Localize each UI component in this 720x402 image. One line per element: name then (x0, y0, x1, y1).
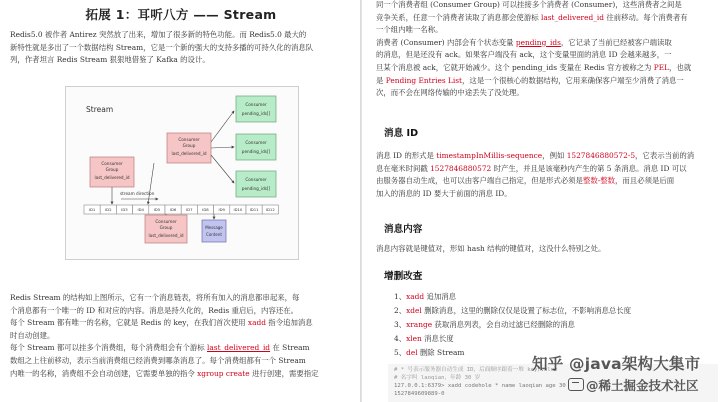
inline-term: xgroup create (197, 368, 250, 378)
intro-paragraph (10, 29, 350, 67)
consumer-group-left (90, 157, 134, 187)
stream-label: Stream (86, 105, 114, 114)
stream-diagram (65, 86, 299, 260)
consumer-3-title: Consumer (245, 177, 267, 182)
inline-term: 1527846880572-5 (566, 151, 636, 160)
inline-term: last_delivered_id (540, 12, 604, 22)
id-cell-label: ID1 (88, 207, 96, 213)
command-desc: 追加消息 (424, 292, 457, 301)
code-line-4: 1527849609889-0 (394, 391, 445, 397)
id-cell-label: ID7 (186, 207, 193, 213)
text-line: 加入的消息的 ID 要大于前面的消息 ID。 (376, 188, 512, 198)
code-line-3: 127.0.0.1:6379> xadd codehole * name laoqian age 30 (394, 383, 566, 389)
cg-bottom-line3: last_delivered_id (148, 233, 184, 238)
watermark-juejin (568, 376, 718, 394)
consumer-1-title: Consumer (245, 102, 267, 107)
cg-top-line1: Consumer (178, 137, 200, 142)
text-line: 一个组内唯一名称。 (376, 25, 443, 35)
inline-term: Pending Entries List (385, 75, 463, 85)
command-item (394, 318, 631, 332)
text-line: Redis5.0 被作者 Antirez 突然放了出来，增加了很多新的特色功能。而 Redis5.0 最大的 (10, 30, 307, 39)
inline-term: xadd (247, 318, 266, 328)
arrow-to-consumer-1 (211, 111, 234, 142)
id-cell-label: ID10 (233, 207, 243, 213)
cg-left-line2: Group (105, 167, 119, 172)
watermark-zhihu (532, 352, 718, 374)
inline-term: last_delivered_id (207, 343, 271, 353)
text-line: 同一个消费者组 (Consumer Group) 可以挂接多个消费者 (Consumer)，这些消费者之间是 (376, 0, 682, 9)
consumer-1-pending: pending_ids[] (241, 111, 271, 116)
id-cell-label: ID11 (249, 207, 259, 213)
command-number: 4、 (394, 334, 407, 343)
text-line: 每个 Stream 都可以挂多个消费组，每个消费组会有个游标 last_delivered_id 在 Stream (10, 343, 310, 353)
text-line: 由服务器自动生成，也可以由客户端自己指定，但是形式必须是整数-整数，而且必须是后面 (376, 176, 675, 186)
id-cell-label: ID2 (105, 207, 112, 213)
id-cell-label: ID3 (121, 207, 128, 213)
stream-diagram-svg (66, 87, 298, 259)
code-line-1: # * 号表示服务器自动生成 ID，后面顺序跟着一堆 key/value (394, 367, 558, 373)
command-number: 1、 (394, 292, 407, 301)
cg-left-line3: last_delivered_id (94, 175, 130, 180)
text-line: 每个 Stream 都有唯一的名称，它就是 Redis 的 key，在我们首次使用 xadd 指令追加消息 (10, 318, 313, 328)
message-content (202, 220, 226, 242)
text-line: 新特性就是多出了一个数据结构 Stream，它是一个新的强大的支持多播的可持久化的消息队 (10, 42, 314, 52)
inline-term: 整数-整数 (582, 176, 616, 186)
text-line: 消息内容就是键值对，形如 hash 结构的键值对，这没什么特别之处。 (376, 244, 606, 253)
command-desc: 删除消息，这里的删除仅仅是设置了标志位，不影响消息总长度 (421, 306, 632, 315)
message-id-paragraph (376, 150, 716, 200)
code-line-2: # 名字叫 laoqian，年龄 30 岁 (394, 375, 481, 381)
id-cell-label: ID6 (169, 207, 177, 213)
command-desc: 删除 Stream (417, 348, 465, 357)
id-cell-label: ID5 (153, 207, 161, 213)
consumer-2-title: Consumer (245, 140, 267, 145)
consumer-2 (236, 134, 276, 160)
inline-term: PEL (653, 62, 670, 72)
command-desc: 消息长度 (421, 334, 454, 343)
inline-term: timestampInMillis-sequence (436, 151, 543, 160)
text-line: 消费者 (Consumer) 内部会有个状态变量 pending_ids，它记录了当前已经被客户端读取 (376, 37, 672, 47)
message-line2: Content (206, 232, 222, 237)
command-name: xrange (406, 320, 433, 329)
message-line1: Message (205, 225, 223, 230)
command-name: del (406, 348, 418, 357)
inline-term: 1527846880572 (430, 163, 492, 173)
command-name: xadd (406, 292, 425, 301)
cg-top-line3: last_delivered_id (171, 151, 207, 156)
command-item (394, 290, 631, 304)
command-item (394, 304, 631, 318)
text-line: Redis Stream 的结构如上图所示，它有一个消息链表，将所有加入的消息都串起来，每 (10, 293, 300, 302)
arrow-to-consumer-3 (211, 155, 234, 183)
watermark-zhihu-text: 知乎 @java架构大集市 (532, 355, 701, 373)
text-line: 息在毫米时间戳 1527846880572 时产生，并且是该毫秒内产生的第 5 条消息。消息 ID 可以 (376, 163, 687, 173)
cg-left-line1: Consumer (101, 161, 123, 166)
text-line: 时自动创建。 (10, 330, 55, 340)
text-line: 内唯一的名称，消费组不会自动创建，它需要单独的指令 xgroup create 进行创建，需要指定 (10, 368, 319, 378)
text-line: 个消息都有一个唯一的 ID 和对应的内容。消息是持久化的，Redis 重启后，内容还在。 (10, 305, 299, 315)
command-item (394, 332, 631, 346)
arrow-to-consumer-2 (211, 147, 234, 148)
text-line: 的消息，但是还没有 ack。如果客户端没有 ack，这个变量里面的消息 ID 会越来越多，一 (376, 50, 672, 60)
command-number: 2、 (394, 306, 407, 315)
id-cell-label: ID4 (137, 207, 144, 213)
heading-message-content: 消息内容 (384, 224, 423, 235)
command-name: xlen (406, 334, 422, 343)
stream-structure-paragraph (10, 292, 350, 380)
command-number: 5、 (394, 348, 407, 357)
consumer-1 (236, 96, 276, 122)
juejin-logo-icon (568, 378, 584, 391)
cg-bottom-line1: Consumer (155, 219, 177, 224)
consumer-group-bottom (145, 215, 187, 243)
pointer-top-group (148, 163, 154, 204)
consumer-3 (236, 171, 276, 197)
consumer-group-paragraph (376, 0, 716, 100)
heading-message-id: 消息 ID (384, 128, 419, 139)
id-cell-label: ID12 (265, 207, 275, 213)
id-cells (84, 205, 278, 214)
command-name: xdel (406, 306, 422, 315)
text-line: 消息 ID 的形式是 timestampInMillis-sequence，例如 1527846880572-5，它表示当前的消 (376, 151, 695, 160)
stream-direction-label: stream direction (120, 191, 155, 196)
consumer-3-pending: pending_ids[] (241, 186, 271, 191)
command-list (394, 290, 631, 360)
message-content-paragraph (376, 243, 716, 256)
consumer-group-top (167, 133, 211, 163)
heading-crud: 增删改查 (384, 271, 423, 282)
text-line: 列，作者坦言 Redis Stream 狠狠地借鉴了 Kafka 的设计。 (10, 55, 210, 65)
id-cell-label: ID9 (218, 207, 225, 213)
cg-top-line2: Group (182, 143, 196, 148)
watermark (532, 352, 718, 398)
inline-term: pending_ids (515, 37, 561, 47)
cg-bottom-line2: Group (159, 225, 173, 230)
text-line: 是 Pending Entries List，这是一个很核心的数据结构，它用来确保客户端至少消费了消息一 (376, 75, 684, 85)
command-number: 3、 (394, 320, 407, 329)
text-line: 旦某个消息被 ack，它就开始减少。这个 pending_ids 变量在 Redis 官方被称之为 PEL，也就 (376, 62, 692, 72)
watermark-juejin-text: @稀土掘金技术社区 (586, 378, 699, 393)
command-desc: 获取消息列表，会自动过滤已经删除的消息 (432, 320, 575, 329)
text-line: 数组之上往前移动，表示当前消费组已经消费到哪条消息了。每个消费组都有一个 Stream (10, 355, 306, 365)
consumer-2-pending: pending_ids[] (241, 149, 271, 154)
text-line: 竞争关系，任意一个消费者读取了消息都会使游标 last_delivered_id 往前移动。每个消费者有 (376, 12, 688, 22)
id-cell-label: ID8 (202, 207, 209, 213)
chapter-title: 拓展 1：耳听八方 —— Stream (85, 7, 277, 22)
text-line: 次，而不会在网络传输的中途丢失了没处理。 (376, 88, 524, 98)
